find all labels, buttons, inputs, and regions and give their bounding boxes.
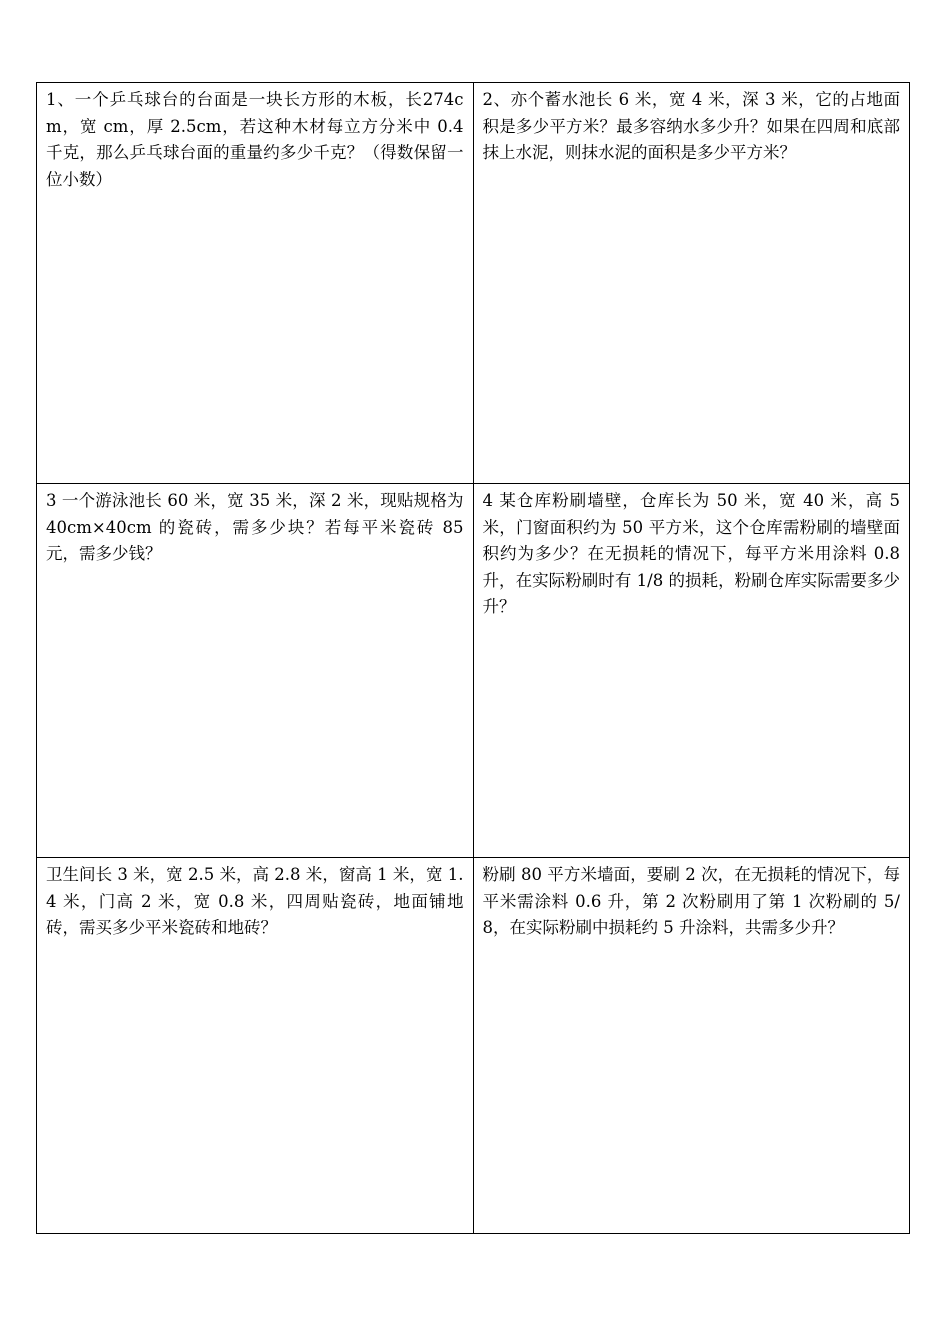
problem-text-2: 2、亦个蓄水池长 6 米，宽 4 米，深 3 米，它的占地面积是多少平方米？最多容纳水多少升？如果在四周和底部抹上水泥，则抹水泥的面积是多少平方米？ — [482, 90, 900, 162]
problem-cell-6 — [473, 858, 910, 1234]
problem-text-3: 3 一个游泳池长 60 米，宽 35 米，深 2 米，现贴规格为 40cm×40cm 的瓷砖，需多少块？若每平米瓷砖 85 元，需多少钱？ — [46, 491, 469, 563]
problem-cell-2 — [473, 83, 910, 484]
problem-text-6: 粉刷 80 平方米墙面，要刷 2 次，在无损耗的情况下，每平米需涂料 0.6 升，第 2 次粉刷用了第 1 次粉刷的 5/8，在实际粉刷中损耗约 5 升涂料，共需多少升？ — [482, 865, 900, 937]
table-row — [37, 83, 910, 484]
problem-cell-3 — [37, 484, 474, 858]
problem-text-1: 1、一个乒乓球台的台面是一块长方形的木板，长274cm，宽 cm，厚 2.5cm，若这种木材每立方分米中 0.4 千克，那么乒乓球台面的重量约多少千克？（得数保留一位小数） — [46, 90, 469, 189]
problem-text-5: 卫生间长 3 米，宽 2.5 米，高 2.8 米，窗高 1 米，宽 1.4 米，门高 2 米，宽 0.8 米，四周贴瓷砖，地面铺地砖，需买多少平米瓷砖和地砖？ — [46, 865, 464, 937]
worksheet-table — [36, 82, 910, 1234]
problem-text-4: 4 某仓库粉刷墙壁，仓库长为 50 米，宽 40 米，高 5 米，门窗面积约为 50 平方米，这个仓库需粉刷的墙壁面积约为多少？在无损耗的情况下，每平方米用涂料 0.8 升，在实际粉刷时有 1/8 的损耗，粉刷仓库实际需要多少升？ — [482, 491, 906, 616]
table-row — [37, 484, 910, 858]
problem-cell-4 — [473, 484, 910, 858]
table-row — [37, 858, 910, 1234]
problem-cell-1 — [37, 83, 474, 484]
problem-cell-5 — [37, 858, 474, 1234]
